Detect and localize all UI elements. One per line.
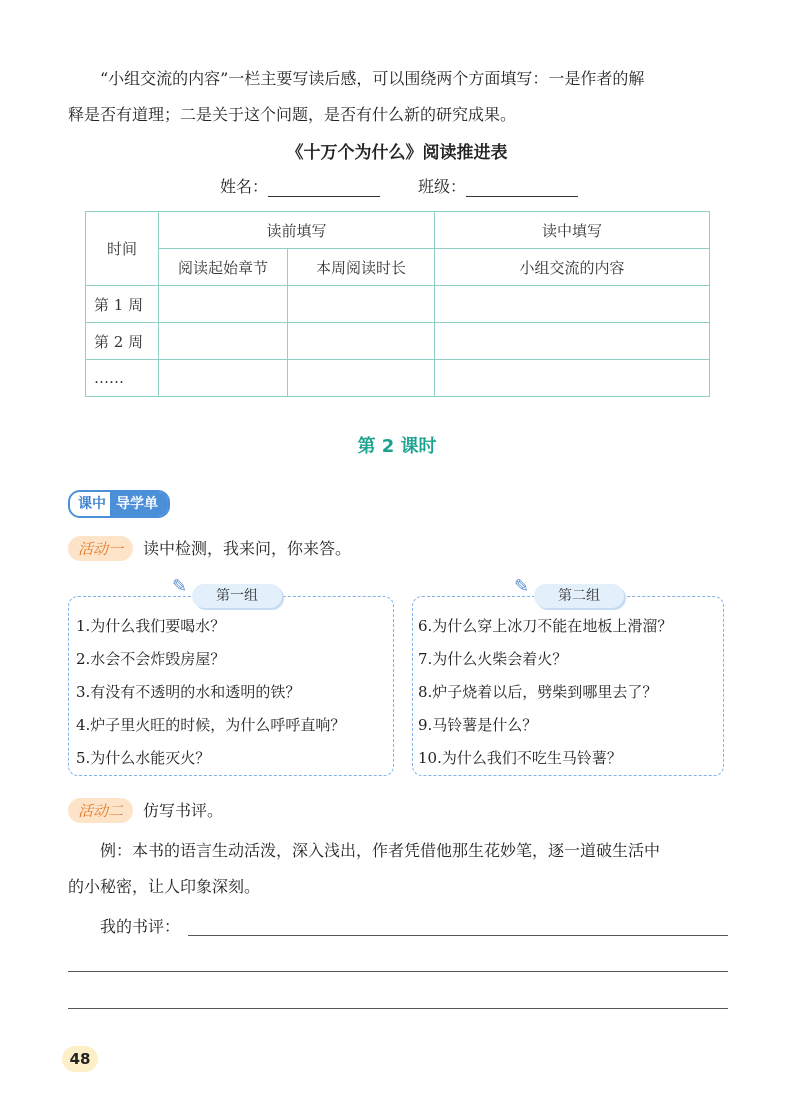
intro-line-1: “小组交流的内容”一栏主要写读后感，可以围绕两个方面填写：一是作者的解 [100, 69, 645, 88]
cell-blank[interactable] [288, 360, 435, 397]
cell-blank[interactable] [435, 323, 710, 360]
header-start-chapter: 阅读起始章节 [159, 249, 288, 286]
activity-2-title: 仿写书评。 [143, 801, 224, 820]
row-label: 第 2 周 [86, 323, 159, 360]
badge-part-1: 课中 [70, 492, 110, 516]
review-line[interactable] [188, 935, 728, 936]
group-1-questions [76, 610, 392, 775]
header-time: 时间 [86, 212, 159, 286]
name-blank[interactable] [268, 178, 380, 197]
cell-blank[interactable] [159, 360, 288, 397]
list-item: 9.马铃薯是什么？ [418, 716, 538, 734]
intro-line-2: 释是否有道理；二是关于这个问题，是否有什么新的研究成果。 [68, 105, 517, 124]
list-item: 3.有没有不透明的水和透明的铁？ [76, 683, 301, 701]
group-2-tag: 第二组 [534, 584, 624, 608]
list-item: 10.为什么我们不吃生马铃薯？ [418, 749, 622, 767]
activity-2-label: 活动二 [68, 798, 133, 823]
list-item: 8.炉子烧着以后，劈柴到哪里去了？ [418, 683, 658, 701]
lesson-title: 第 2 课时 [357, 436, 437, 457]
cell-blank[interactable] [159, 323, 288, 360]
list-item: 6.为什么穿上冰刀不能在地板上滑溜？ [418, 617, 673, 635]
cell-blank[interactable] [288, 323, 435, 360]
group-2-questions [418, 610, 722, 775]
pencil-icon: ✎ [172, 576, 188, 597]
list-item: 7.为什么火柴会着火？ [418, 650, 568, 668]
row-label: …… [86, 360, 159, 397]
review-line[interactable] [68, 1008, 728, 1009]
guide-badge [68, 490, 170, 518]
table-row [86, 360, 710, 397]
header-week-duration: 本周阅读时长 [288, 249, 435, 286]
my-review-label: 我的书评： [100, 917, 181, 936]
list-item: 2.水会不会炸毁房屋？ [76, 650, 226, 668]
example-line-2: 的小秘密，让人印象深刻。 [68, 877, 261, 896]
cell-blank[interactable] [435, 286, 710, 323]
cell-blank[interactable] [435, 360, 710, 397]
header-during-reading: 读中填写 [435, 212, 710, 249]
list-item: 4.炉子里火旺的时候，为什么呼呼直响？ [76, 716, 346, 734]
activity-2-heading [68, 798, 223, 823]
class-label: 班级： [418, 177, 467, 196]
example-line-1: 例：本书的语言生动活泼，深入浅出，作者凭借他那生花妙笔，逐一道破生活中 [100, 841, 661, 860]
badge-part-2: 导学单 [110, 492, 168, 516]
page-number: 48 [62, 1046, 98, 1072]
reading-progress-table [85, 211, 710, 397]
table-title: 《十万个为什么》阅读推进表 [286, 143, 508, 163]
header-group-content: 小组交流的内容 [435, 249, 710, 286]
header-before-reading: 读前填写 [159, 212, 435, 249]
class-field[interactable] [418, 174, 578, 197]
name-label: 姓名： [220, 177, 269, 196]
activity-1-heading [68, 536, 351, 561]
group-1-tag: 第一组 [192, 584, 282, 608]
pencil-icon: ✎ [514, 576, 530, 597]
activity-1-label: 活动一 [68, 536, 133, 561]
name-field[interactable] [220, 174, 380, 197]
class-blank[interactable] [466, 178, 578, 197]
list-item: 1.为什么我们要喝水？ [76, 617, 226, 635]
review-line[interactable] [68, 971, 728, 972]
table-row [86, 323, 710, 360]
table-row [86, 286, 710, 323]
activity-1-title: 读中检测，我来问，你来答。 [143, 539, 352, 558]
cell-blank[interactable] [288, 286, 435, 323]
row-label: 第 1 周 [86, 286, 159, 323]
cell-blank[interactable] [159, 286, 288, 323]
list-item: 5.为什么水能灭火？ [76, 749, 211, 767]
